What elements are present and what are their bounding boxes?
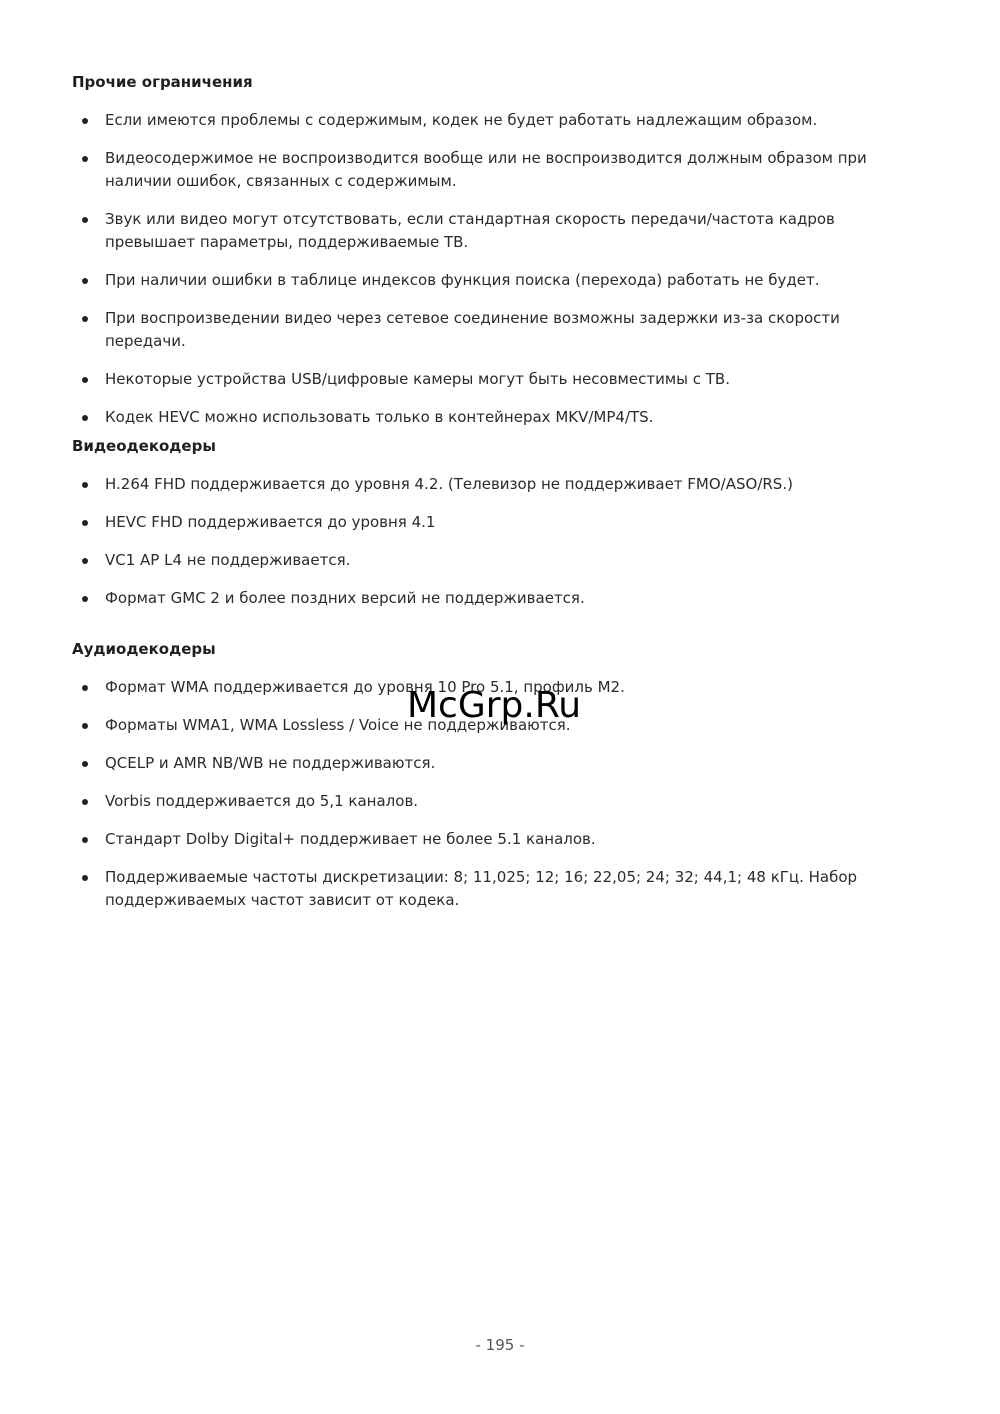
bullet-icon xyxy=(82,118,88,124)
list-item-text: Некоторые устройства USB/цифровые камеры могут быть несовместимы с ТВ. xyxy=(105,370,730,388)
bullet-icon xyxy=(82,156,88,162)
bullet-icon xyxy=(82,520,88,526)
list-item xyxy=(72,269,922,292)
bullet-icon xyxy=(82,723,88,729)
list-item xyxy=(72,587,922,610)
bullet-icon xyxy=(82,316,88,322)
bullet-icon xyxy=(82,685,88,691)
list-item-text: Vorbis поддерживается до 5,1 каналов. xyxy=(105,792,419,810)
bullet-icon xyxy=(82,837,88,843)
bullet-list xyxy=(72,473,922,610)
list-item-text: Кодек HEVC можно использовать только в контейнерах MKV/MP4/TS. xyxy=(105,408,654,426)
section-video-decoders xyxy=(72,436,922,625)
list-item xyxy=(72,866,922,912)
bullet-icon xyxy=(82,482,88,488)
list-item xyxy=(72,109,922,132)
list-item-text: При наличии ошибки в таблице индексов функция поиска (перехода) работать не будет. xyxy=(105,271,820,289)
section-title: Аудиодекодеры xyxy=(72,640,216,658)
list-item-text: Поддерживаемые частоты дискретизации: 8; 11,025; 12; 16; 22,05; 24; 32; 44,1; 48 кГц. Набор поддерживаемых частот зависит от кодека. xyxy=(105,868,858,909)
list-item-text: Видеосодержимое не воспроизводится вообще или не воспроизводится должным образом при наличии ошибок, связанных с содержимым. xyxy=(105,149,867,190)
bullet-icon xyxy=(82,415,88,421)
list-item xyxy=(72,208,922,254)
page-number: - 195 - xyxy=(475,1336,525,1354)
bullet-list xyxy=(72,109,922,429)
bullet-icon xyxy=(82,761,88,767)
bullet-icon xyxy=(82,596,88,602)
list-item-text: Стандарт Dolby Digital+ поддерживает не более 5.1 каналов. xyxy=(105,830,596,848)
list-item-text: Если имеются проблемы с содержимым, кодек не будет работать надлежащим образом. xyxy=(105,111,818,129)
list-item xyxy=(72,473,922,496)
list-item-text: Форматы WMA1, WMA Lossless / Voice не поддерживаются. xyxy=(105,716,571,734)
bullet-icon xyxy=(82,558,88,564)
section-other-limitations xyxy=(72,72,922,444)
section-title: Видеодекодеры xyxy=(72,437,216,455)
list-item xyxy=(72,752,922,775)
list-item-text: При воспроизведении видео через сетевое соединение возможны задержки из-за скорости передачи. xyxy=(105,309,840,350)
list-item xyxy=(72,307,922,353)
bullet-icon xyxy=(82,377,88,383)
section-title: Прочие ограничения xyxy=(72,73,253,91)
list-item xyxy=(72,147,922,193)
list-item-text: Формат GMC 2 и более поздних версий не поддерживается. xyxy=(105,589,585,607)
list-item-text: HEVC FHD поддерживается до уровня 4.1 xyxy=(105,513,436,531)
list-item-text: QCELP и AMR NB/WB не поддерживаются. xyxy=(105,754,436,772)
bullet-icon xyxy=(82,217,88,223)
list-item xyxy=(72,406,922,429)
list-item xyxy=(72,828,922,851)
section-audio-decoders xyxy=(72,639,922,927)
watermark: McGrp.Ru xyxy=(407,685,582,726)
list-item-text: H.264 FHD поддерживается до уровня 4.2. (Телевизор не поддерживает FMO/ASO/RS.) xyxy=(105,475,793,493)
list-item xyxy=(72,549,922,572)
bullet-icon xyxy=(82,278,88,284)
list-item xyxy=(72,368,922,391)
list-item-text: VC1 AP L4 не поддерживается. xyxy=(105,551,351,569)
list-item xyxy=(72,790,922,813)
list-item-text: Звук или видео могут отсутствовать, если стандартная скорость передачи/частота кадров превышает параметры, поддерживаемые ТВ. xyxy=(105,210,835,251)
list-item-text: Формат WMA поддерживается до уровня 10 Pro 5.1, профиль M2. xyxy=(105,678,625,696)
bullet-icon xyxy=(82,799,88,805)
list-item xyxy=(72,511,922,534)
bullet-icon xyxy=(82,875,88,881)
